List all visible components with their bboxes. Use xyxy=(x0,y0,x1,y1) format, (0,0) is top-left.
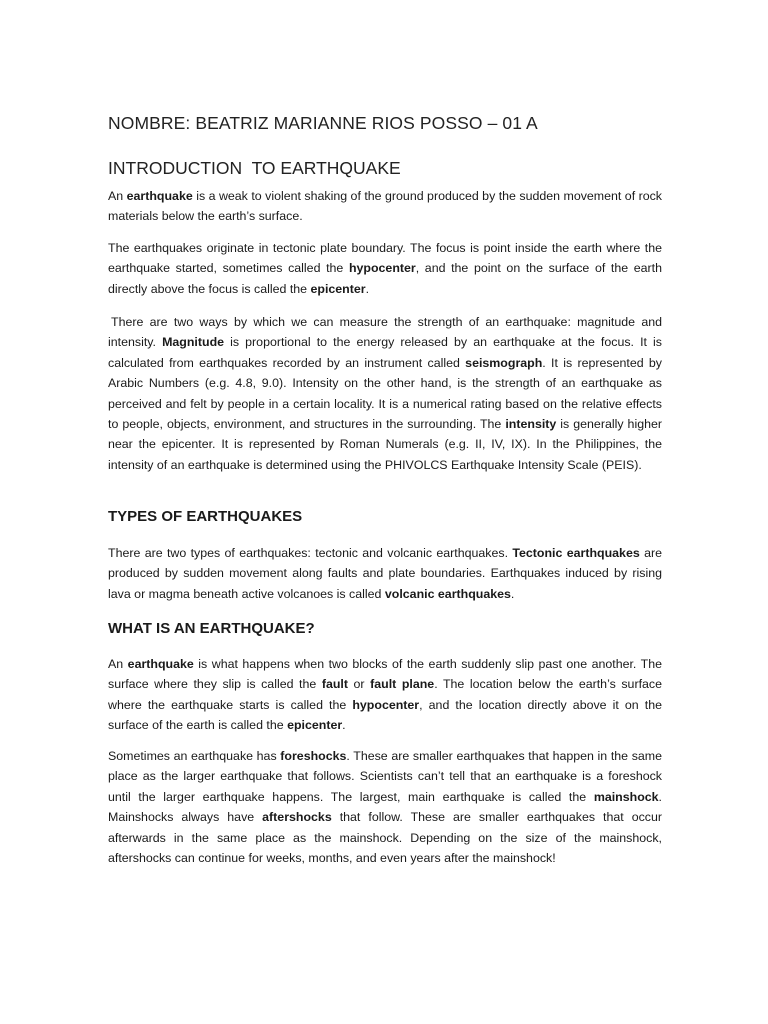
paragraph-foreshocks: Sometimes an earthquake has foreshocks. These are smaller earthquakes that happen in the same place as the larger earthquake that follows. Scientists can’t tell that an earthquake is a foreshock until the larger earthquake happens. The largest, main earthquake is called the mainshock. Mainshocks always have aftershocks that follow. These are smaller earthquakes that occur afterwards in the same place as the mainshock. Depending on the size of the mainshock, aftershocks can continue for weeks, months, and even years after the mainshock! xyxy=(108,749,662,866)
bold-term: epicenter xyxy=(310,281,366,296)
heading-types-of-earthquakes: TYPES OF EARTHQUAKES xyxy=(108,508,303,525)
paragraph-what-is: An earthquake is what happens when two blocks of the earth suddenly slip past one another. The surface where they slip is called the fault or fault plane. The location below the earth’s surface where the earthquake starts is called the hypocenter, and the location directly above it on the surface of the earth is called the epicenter. xyxy=(108,657,662,733)
intro-title: INTRODUCTION TO EARTHQUAKE xyxy=(108,158,401,178)
bold-term: earthquake xyxy=(126,189,193,203)
bold-term: hypocenter xyxy=(348,261,416,276)
bold-term: mainshock xyxy=(593,789,659,804)
paragraph-origin: The earthquakes originate in tectonic plate boundary. The focus is point inside the earth where the earthquake started, sometimes called the hypocenter, and the point on the surface of the earth directly above the focus is called the epicenter. xyxy=(108,241,662,296)
bold-term: earthquake xyxy=(127,657,194,671)
heading-what-is-an-earthquake: WHAT IS AN EARTHQUAKE? xyxy=(108,620,315,637)
bold-term: Tectonic earthquakes xyxy=(512,546,640,560)
bold-term: foreshocks xyxy=(280,749,347,763)
bold-term: aftershocks xyxy=(262,810,332,825)
bold-term: hypocenter xyxy=(352,697,420,712)
paragraph-measurement: There are two ways by which we can measure the strength of an earthquake: magnitude and intensity. Magnitude is proportional to the energy released by an earthquake at the focus. It is calculated from earthquakes recorded by an instrument called seismograph. It is represented by Arabic Numbers (e.g. 4.8, 9.0). Intensity on the other hand, is the strength of an earthquake as perceived and felt by people in a certain locality. It is a numerical rating based on the relative effects to people, objects, environment, and structures in the surrounding. The intensity is generally higher near the epicenter. It is represented by Roman Numerals (e.g. II, IV, IX). In the Philippines, the intensity of an earthquake is determined using the PHIVOLCS Earthquake Intensity Scale (PEIS). xyxy=(108,315,663,472)
bold-term: seismograph xyxy=(465,355,543,370)
bold-term: fault plane xyxy=(370,677,435,692)
bold-term: fault xyxy=(321,677,348,692)
bold-term: intensity xyxy=(505,417,557,432)
paragraph-types: There are two types of earthquakes: tectonic and volcanic earthquakes. Tectonic earthquakes are produced by sudden movement along faults and plate boundaries. Earthquakes induced by rising lava or magma beneath active volcanoes is called volcanic earthquakes. xyxy=(108,546,662,601)
paragraph-earthquake-definition: An earthquake is a weak to violent shaking of the ground produced by the sudden movement of rock materials below the earth’s surface. xyxy=(108,189,663,224)
student-name-line: NOMBRE: BEATRIZ MARIANNE RIOS POSSO – 01 A xyxy=(108,113,538,133)
bold-term: volcanic earthquakes xyxy=(384,586,511,601)
bold-term: epicenter xyxy=(287,718,343,733)
bold-term: Magnitude xyxy=(162,335,225,350)
